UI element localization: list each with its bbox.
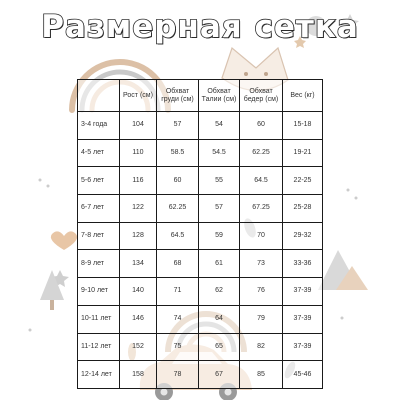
age-cell: 11-12 лет [78, 333, 120, 361]
value-cell: 57 [199, 195, 240, 223]
age-cell: 12-14 лет [78, 361, 120, 389]
value-cell: 45-46 [283, 361, 323, 389]
value-cell: 60 [157, 167, 199, 195]
value-cell: 19-21 [283, 139, 323, 167]
value-cell: 57 [157, 112, 199, 140]
value-cell: 62.25 [240, 139, 283, 167]
value-cell: 54 [199, 112, 240, 140]
table-row [78, 112, 323, 140]
value-cell: 22-25 [283, 167, 323, 195]
value-cell: 55 [199, 167, 240, 195]
header-cell: Обхват груди (см) [157, 80, 199, 112]
value-cell: 54.5 [199, 139, 240, 167]
header-cell: Рост (см) [120, 80, 157, 112]
table-row [78, 278, 323, 306]
size-table [77, 79, 323, 389]
value-cell: 15-18 [283, 112, 323, 140]
value-cell: 37-39 [283, 333, 323, 361]
age-cell: 8-9 лет [78, 250, 120, 278]
table-row [78, 222, 323, 250]
title-container [41, 6, 359, 48]
value-cell: 116 [120, 167, 157, 195]
age-cell: 6-7 лет [78, 195, 120, 223]
value-cell: 110 [120, 139, 157, 167]
value-cell: 61 [199, 250, 240, 278]
value-cell: 60 [240, 112, 283, 140]
header-cell: Обхват бедер (см) [240, 80, 283, 112]
table-row [78, 305, 323, 333]
value-cell: 67 [199, 361, 240, 389]
header-cell: Вес (кг) [283, 80, 323, 112]
age-cell: 7-8 лет [78, 222, 120, 250]
heart-icon [51, 231, 77, 250]
value-cell: 62.25 [157, 195, 199, 223]
header-cell: Обхват Талии (см) [199, 80, 240, 112]
value-cell: 29-32 [283, 222, 323, 250]
value-cell: 70 [240, 222, 283, 250]
value-cell: 122 [120, 195, 157, 223]
value-cell: 62 [199, 278, 240, 306]
value-cell: 71 [157, 278, 199, 306]
table-row [78, 195, 323, 223]
value-cell: 128 [120, 222, 157, 250]
value-cell: 158 [120, 361, 157, 389]
table-row [78, 139, 323, 167]
value-cell: 37-39 [283, 278, 323, 306]
table-row [78, 167, 323, 195]
value-cell: 146 [120, 305, 157, 333]
value-cell: 64.5 [157, 222, 199, 250]
value-cell: 73 [240, 250, 283, 278]
value-cell: 134 [120, 250, 157, 278]
value-cell: 76 [240, 278, 283, 306]
table-row [78, 333, 323, 361]
value-cell: 74 [157, 305, 199, 333]
value-cell: 33-36 [283, 250, 323, 278]
value-cell: 68 [157, 250, 199, 278]
value-cell: 82 [240, 333, 283, 361]
table-row [78, 250, 323, 278]
value-cell: 59 [199, 222, 240, 250]
page-title: Размерная сетка [41, 9, 359, 45]
table-row [78, 361, 323, 389]
value-cell: 25-28 [283, 195, 323, 223]
age-cell: 5-6 лет [78, 167, 120, 195]
value-cell: 37-39 [283, 305, 323, 333]
age-cell: 10-11 лет [78, 305, 120, 333]
value-cell: 79 [240, 305, 283, 333]
value-cell: 67.25 [240, 195, 283, 223]
value-cell: 78 [157, 361, 199, 389]
value-cell: 152 [120, 333, 157, 361]
age-cell: 9-10 лет [78, 278, 120, 306]
value-cell: 58.5 [157, 139, 199, 167]
header-cell [78, 80, 120, 112]
value-cell: 104 [120, 112, 157, 140]
age-cell: 3-4 года [78, 112, 120, 140]
value-cell: 75 [157, 333, 199, 361]
value-cell: 65 [199, 333, 240, 361]
value-cell: 64.5 [240, 167, 283, 195]
age-cell: 4-5 лет [78, 139, 120, 167]
value-cell: 140 [120, 278, 157, 306]
value-cell: 85 [240, 361, 283, 389]
mountain-icon [318, 250, 368, 290]
value-cell: 64 [199, 305, 240, 333]
table-header-row [78, 80, 323, 112]
